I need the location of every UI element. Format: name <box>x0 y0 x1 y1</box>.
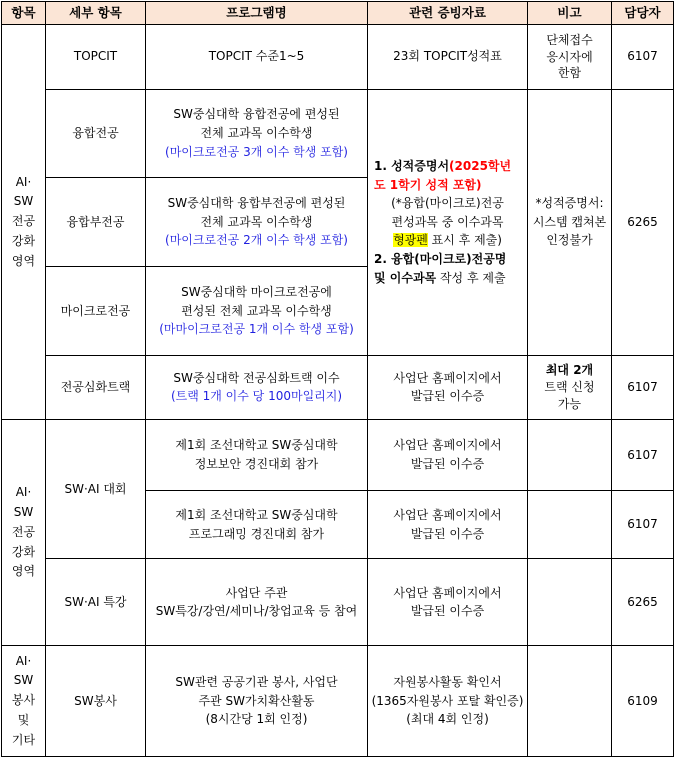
program-volunteer <box>146 646 368 757</box>
program-micro <box>146 266 368 355</box>
header-proof: 관련 증빙자료 <box>368 2 528 25</box>
proof-fusion-shared <box>368 89 528 355</box>
proof-line: (최대 4회 인정) <box>406 712 489 727</box>
program-note: (트랙 1개 이수 당 100마일리지) <box>170 389 343 404</box>
note-lecture <box>528 559 612 646</box>
proof-item-1-sub3-line <box>374 231 521 250</box>
program-line: 제1회 조선대학교 SW중심대학 <box>175 438 338 453</box>
header-subcategory: 세부 항목 <box>46 2 146 25</box>
sub-item-track: 전공심화트랙 <box>46 355 146 420</box>
category-line: 기타 <box>11 732 36 747</box>
program-line: 주관 SW가치확산활동 <box>198 693 315 708</box>
program-fusion <box>146 89 368 178</box>
proof-item-1 <box>374 157 521 194</box>
proof-track <box>368 355 528 420</box>
program-line: (8시간당 1회 인정) <box>205 712 308 727</box>
proof-item-1-red: (2025학년도 1학기 성적 포함) <box>374 159 512 192</box>
category-line: AI· <box>15 653 32 668</box>
proof-item-2-rest: 작성 후 제출 <box>436 270 506 285</box>
program-line: 프로그래밍 경진대회 참가 <box>188 526 325 541</box>
program-line: SW관련 공공기관 봉사, 사업단 <box>175 675 338 690</box>
highlighter-text: 형광펜 <box>393 233 428 248</box>
proof-line: 자원봉사활동 확인서 <box>393 675 502 690</box>
contact-lecture: 6265 <box>612 559 674 646</box>
program-topcit: TOPCIT 수준1~5 <box>146 25 368 90</box>
note-topcit <box>528 25 612 90</box>
category-line: 강화 <box>11 233 36 248</box>
category-line: 및 <box>17 712 30 727</box>
category-line: 영역 <box>11 564 36 579</box>
proof-lecture <box>368 559 528 646</box>
proof-line: (1365자원봉사 포탈 확인증) <box>371 693 524 708</box>
contact-volunteer: 6109 <box>612 646 674 757</box>
proof-line: 사업단 홈페이지에서 <box>393 370 502 385</box>
category-cell-volunteer <box>2 646 46 757</box>
program-line: 편성된 전체 교과목 이수학생 <box>181 303 332 318</box>
table-row-lecture <box>2 559 674 646</box>
table-row-topcit <box>2 25 674 90</box>
program-line: 전체 교과목 이수학생 <box>200 214 313 229</box>
category-cell-major <box>2 25 46 420</box>
category-line: SW <box>13 504 34 519</box>
program-line: SW중심대학 전공심화트랙 이수 <box>173 370 340 385</box>
program-note: (마이크로전공 3개 이수 학생 포함) <box>165 144 348 159</box>
note-line: 한함 <box>557 65 582 80</box>
proof-topcit: 23회 TOPCIT성적표 <box>368 25 528 90</box>
sub-item-micro: 마이크로전공 <box>46 266 146 355</box>
note-bold: 최대 2개 <box>545 363 594 378</box>
category-cell-major-2 <box>2 420 46 646</box>
sub-item-topcit: TOPCIT <box>46 25 146 90</box>
table-row-fusion <box>2 89 674 178</box>
proof-contest-programming <box>368 490 528 559</box>
proof-item-1-sub2: 편성과목 중 이수과목 <box>391 214 504 229</box>
table-row-track <box>2 355 674 420</box>
category-line: AI· <box>15 174 32 189</box>
proof-line: 발급된 이수증 <box>410 389 485 404</box>
proof-item-2-bold: 2. 융합(마이크로)전공명 및 이수과목 <box>374 251 507 285</box>
table-row-volunteer <box>2 646 674 757</box>
program-note: (마이크로전공 2개 이수 학생 포함) <box>165 233 348 248</box>
mileage-program-table <box>1 1 674 757</box>
program-contest-security <box>146 420 368 491</box>
header-contact: 담당자 <box>612 2 674 25</box>
sub-item-contest: SW·AI 대회 <box>46 420 146 559</box>
note-volunteer <box>528 646 612 757</box>
program-line: SW중심대학 융합전공에 편성된 <box>173 107 340 122</box>
proof-line: 사업단 홈페이지에서 <box>393 507 502 522</box>
program-line: SW중심대학 마이크로전공에 <box>181 284 332 299</box>
proof-item-1-sub1: (*융합(마이크로)전공 <box>391 196 504 211</box>
proof-line: 발급된 이수증 <box>410 604 485 619</box>
contact-fusion-shared: 6265 <box>612 89 674 355</box>
sub-item-volunteer: SW봉사 <box>46 646 146 757</box>
proof-contest-security <box>368 420 528 491</box>
proof-line: 사업단 홈페이지에서 <box>393 585 502 600</box>
program-note: (마마이크로전공 1개 이수 학생 포함) <box>159 322 354 337</box>
program-line: 제1회 조선대학교 SW중심대학 <box>175 507 338 522</box>
header-note: 비고 <box>528 2 612 25</box>
program-contest-programming <box>146 490 368 559</box>
category-line: 전공 <box>11 524 36 539</box>
proof-line: 발급된 이수증 <box>410 526 485 541</box>
contact-contest-security: 6107 <box>612 420 674 491</box>
note-line: 응시자에 <box>546 49 593 64</box>
note-line: 트랙 신청 <box>544 380 595 395</box>
contact-contest-programming: 6107 <box>612 490 674 559</box>
note-contest-programming <box>528 490 612 559</box>
program-lecture <box>146 559 368 646</box>
note-line: 단체접수 <box>546 33 593 48</box>
sub-item-lecture: SW·AI 특강 <box>46 559 146 646</box>
contact-track: 6107 <box>612 355 674 420</box>
note-contest-security <box>528 420 612 491</box>
proof-item-1-sub3: 표시 후 제출) <box>427 233 502 248</box>
note-fusion-shared: *성적증명서: 시스템 캡쳐본 인정불가 <box>528 89 612 355</box>
proof-item-2 <box>374 250 521 287</box>
program-fusion-minor <box>146 178 368 267</box>
category-line: 봉사 <box>11 693 36 708</box>
header-row <box>2 2 674 25</box>
contact-topcit: 6107 <box>612 25 674 90</box>
proof-line: 발급된 이수증 <box>410 456 485 471</box>
note-line: 가능 <box>557 396 582 411</box>
program-track <box>146 355 368 420</box>
category-line: AI· <box>15 485 32 500</box>
category-line: SW <box>13 673 34 688</box>
program-line: 전체 교과목 이수학생 <box>200 126 313 141</box>
program-line: SW특강/강연/세미나/창업교육 등 참여 <box>155 604 358 619</box>
sub-item-fusion: 융합전공 <box>46 89 146 178</box>
category-line: 강화 <box>11 544 36 559</box>
category-line: 전공 <box>11 214 36 229</box>
header-program: 프로그램명 <box>146 2 368 25</box>
program-line: 사업단 주관 <box>225 585 288 600</box>
note-track <box>528 355 612 420</box>
proof-item-1-title: 1. 성적증명서 <box>374 159 450 174</box>
proof-volunteer <box>368 646 528 757</box>
table-row-contest-security <box>2 420 674 491</box>
category-line: SW <box>13 194 34 209</box>
category-line: 영역 <box>11 253 36 268</box>
program-line: 정보보안 경진대회 참가 <box>194 456 319 471</box>
program-line: SW중심대학 융합부전공에 편성된 <box>167 196 346 211</box>
header-category: 항목 <box>2 2 46 25</box>
sub-item-fusion-minor: 융합부전공 <box>46 178 146 267</box>
proof-line: 사업단 홈페이지에서 <box>393 438 502 453</box>
